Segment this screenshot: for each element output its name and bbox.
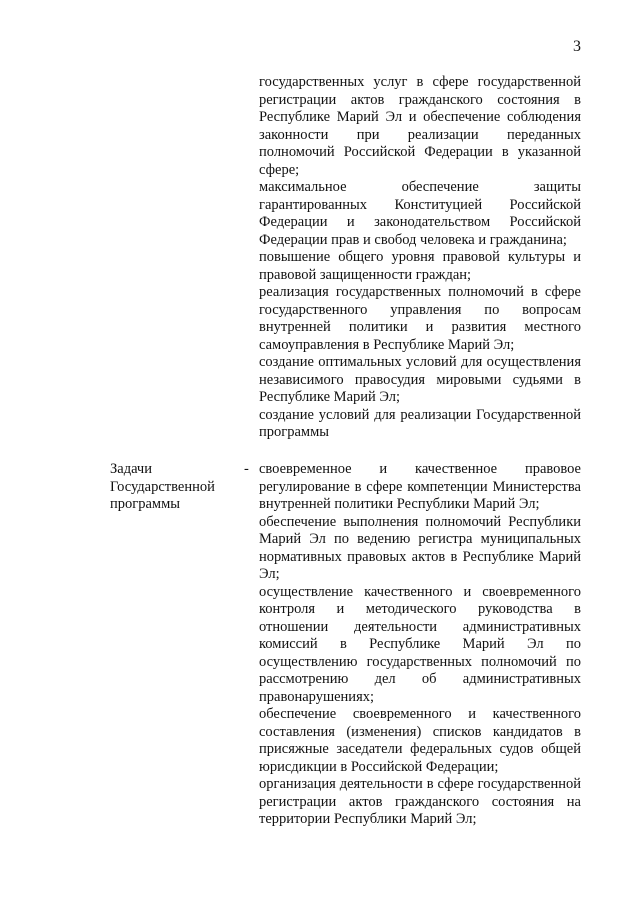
tasks-label: Задачи Государственной программы	[110, 461, 215, 512]
tasks-list	[259, 461, 581, 829]
task-paragraph: своевременное и качественное правовое регулирование в сфере компетенции Министерства внутренней политики Республики Марий Эл;	[259, 461, 581, 512]
goal-paragraph: создание оптимальных условий для осуществления независимого правосудия мировыми судьями в Республике Марий Эл;	[259, 354, 581, 405]
goal-paragraph: реализация государственных полномочий в сфере государственного управления по вопросам внутренней политики и развития местного самоуправления в Республике Марий Эл;	[259, 284, 581, 353]
task-paragraph: обеспечение выполнения полномочий Республики Марий Эл по ведению регистра муниципальных нормативных правовых актов в Республике Марий Эл;	[259, 513, 581, 582]
page-number: 3	[573, 38, 581, 55]
goal-paragraph: максимальное обеспечение защиты гарантированных Конституцией Российской Федерации и законодательством Российской Федерации прав и свобод человека и гражданина;	[259, 179, 581, 248]
task-paragraph: обеспечение своевременного и качественного составления (изменения) списков кандидатов в присяжные заседатели федеральных судов общей юрисдикции в Российской Федерации;	[259, 706, 581, 775]
goal-paragraph: повышение общего уровня правовой культуры и правовой защищенности граждан;	[259, 249, 581, 283]
goal-paragraph: государственных услуг в сфере государственной регистрации актов гражданского состояния в Республике Марий Эл и обеспечение соблюдения законности при реализации переданных полномочий Российской Федерации в указанной сфере;	[259, 74, 581, 178]
task-paragraph: осуществление качественного и своевременного контроля и методического руководства в отношении деятельности административных комиссий в Республике Марий Эл по осуществлению государственных полномочий по рассмотрению дел об административных правонарушениях;	[259, 583, 581, 705]
goals-continuation	[259, 74, 581, 442]
task-paragraph: организация деятельности в сфере государственной регистрации актов гражданского состояния на территории Республики Марий Эл;	[259, 776, 581, 827]
goal-paragraph: создание условий для реализации Государственной программы	[259, 406, 581, 440]
tasks-dash: -	[244, 461, 249, 477]
